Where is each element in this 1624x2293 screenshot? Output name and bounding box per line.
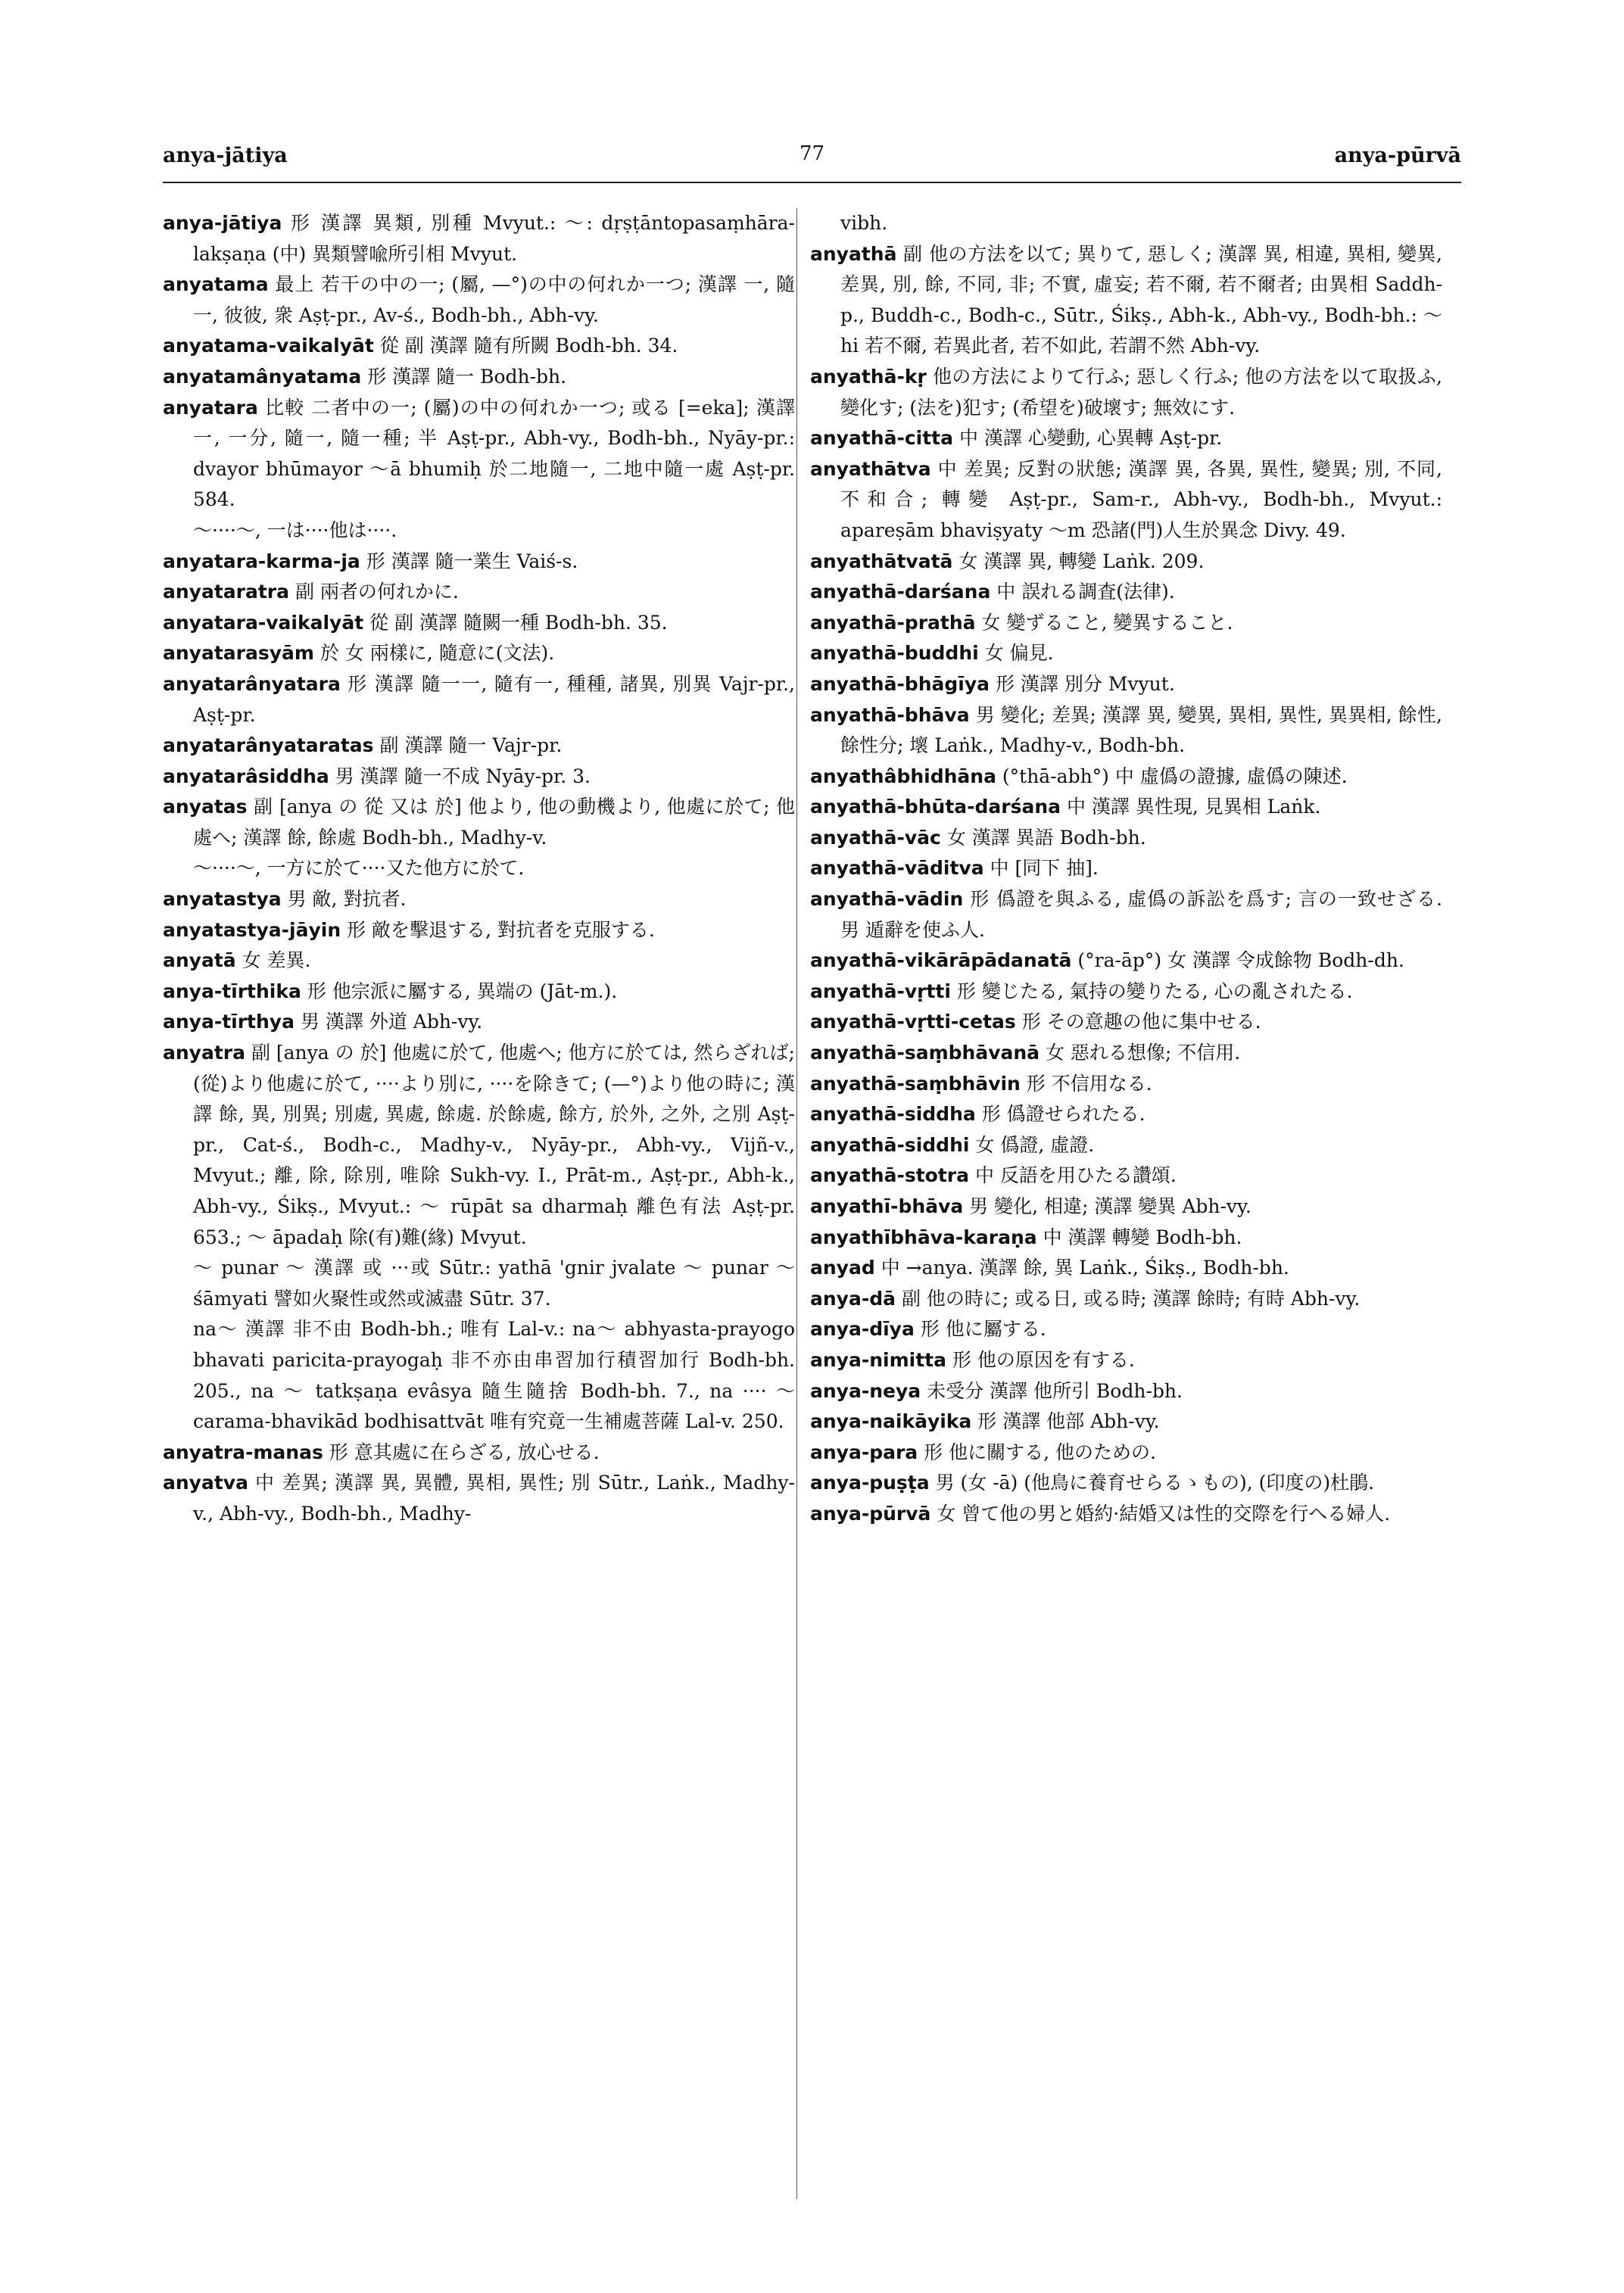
running-head-left: anya-jātiya <box>163 144 288 167</box>
headword: anyathā-buddhi <box>810 642 979 665</box>
dictionary-entry <box>810 853 1442 884</box>
header-rule <box>163 182 1461 183</box>
dictionary-entry <box>163 669 795 731</box>
dictionary-entry <box>810 608 1442 639</box>
entry-definition: 中 差異; 反對の狀態; 漢譯 異, 各異, 異性, 變異; 別, 不同, 不和合; 轉變 Aṣṭ-pr., Sam-r., Abh-vy., Bodh-bh., Mvyut.: apareṣām bhaviṣyaty ～m 恐諸(門)人生於異念 Divy. 49. <box>840 457 1442 541</box>
headword: anyathā-vāditva <box>810 857 984 880</box>
entry-definition: 副 他の時に; 或る日, 或る時; 漢譯 餘時; 有時 Abh-vy. <box>901 1287 1361 1310</box>
headword: anyathā-vikārāpādanatā <box>810 949 1072 972</box>
entry-definition: 中 漢譯 心變動, 心異轉 Aṣṭ-pr. <box>959 427 1223 450</box>
left-column <box>163 208 795 1530</box>
headword: anyathā-prathā <box>810 611 976 634</box>
entry-definition: 女 惡れる想像; 不信用. <box>1045 1042 1241 1064</box>
headword: anyad <box>810 1257 875 1279</box>
entry-definition: 從 副 漢譯 隨有所闕 Bodh-bh. 34. <box>379 335 678 357</box>
entry-definition: vibh. <box>840 212 888 234</box>
dictionary-entry <box>163 1038 795 1253</box>
headword: anyathā <box>810 242 897 265</box>
dictionary-entry <box>810 884 1442 946</box>
entry-definition: 形 漢譯 隨一業生 Vaiś-s. <box>366 550 578 572</box>
dictionary-entry <box>810 638 1442 669</box>
dictionary-entry <box>810 669 1442 700</box>
dictionary-entry <box>163 1468 795 1529</box>
entry-definition: 他の方法によりて行ふ; 惡しく行ふ; 他の方法を以て取扱ふ, 變化す; (法を)犯す; (希望を)破壞す; 無效にす. <box>840 365 1442 419</box>
column-divider <box>796 208 797 2199</box>
headword: anyatastya-jāyin <box>163 918 341 941</box>
entry-definition: 於 女 兩樣に, 隨意に(文法). <box>320 642 555 665</box>
dictionary-entry <box>163 762 795 793</box>
entry-definition: 女 變ずること, 變異すること. <box>981 611 1233 634</box>
right-column <box>810 208 1442 1530</box>
entry-definition: 中 誤れる調査(法律). <box>996 581 1175 603</box>
dictionary-entry <box>810 1161 1442 1192</box>
headword: anyathā-vṛtti-cetas <box>810 1011 1016 1033</box>
dictionary-entry <box>810 1007 1442 1038</box>
dictionary-entry <box>163 1253 795 1314</box>
dictionary-entry <box>163 577 795 608</box>
entry-definition: 男 變化, 相違; 漢譯 變異 Abh-vy. <box>969 1195 1252 1217</box>
dictionary-entry <box>163 208 795 269</box>
entry-definition: 形 他に屬する. <box>920 1318 1046 1341</box>
headword: anyatra <box>163 1042 245 1064</box>
headword: anyathā-vāc <box>810 826 941 849</box>
entry-definition: 副 [anya の 於] 他處に於て, 他處へ; 他方に於ては, 然らざれば; (從)より他處に於て, ····より別に, ····を除きて; (—°)より他の時に; 漢譯 餘, 異, 別異; 別處, 異處, 餘處. 於餘處, 餘方, 於外, 之外, 之別 Aṣṭ-pr., Cat-ś., Bodh-c., Madhy-v., Nyāy-pr., Abh-vy., Vijñ-v., Mvyut.; 離, 除, 除別, 唯除 Sukh-vy. I., Prāt-m., Aṣṭ-pr., Abh-k., Abh-vy., Śikṣ., Mvyut.: ～ rūpāt sa dharmaḥ 離色有法 Aṣṭ-pr. 653.; ～ āpadaḥ 除(有)難(緣) Mvyut. <box>193 1042 795 1248</box>
headword: anya-dīya <box>810 1318 915 1341</box>
entry-definition: 副 他の方法を以て; 異りて, 惡しく; 漢譯 異, 相違, 異相, 變異, 差異, 別, 餘, 不同, 非; 不實, 虛妄; 若不爾, 若不爾者; 由異相 Saddh-p., Buddh-c., Bodh-c., Sūtr., Śikṣ., Abh-k., Abh-vy., Bodh-bh.: ～ hi 若不爾, 若異此者, 若不如此, 若謂不然 Abh-vy. <box>840 242 1443 357</box>
headword: anyatama <box>163 273 269 296</box>
dictionary-entry <box>163 977 795 1008</box>
dictionary-entry <box>163 792 795 853</box>
dictionary-entry <box>163 1007 795 1038</box>
dictionary-entry <box>810 823 1442 854</box>
entry-definition: ～ punar ～ 漢譯 或 ···或 Sūtr.: yathā 'gnir jvalate ～ punar ～ śāmyati 譬如火聚性或然或滅盡 Sūtr. 37. <box>193 1257 795 1310</box>
headword: anyathā-siddhi <box>810 1133 970 1156</box>
entry-definition: ～····～, 一は····他は····. <box>193 519 397 541</box>
headword: anyatara-karma-ja <box>163 550 360 572</box>
headword: anya-nimitta <box>810 1348 946 1371</box>
dictionary-entry <box>163 269 795 331</box>
entry-definition: 形 他に關する, 他のための. <box>924 1441 1156 1463</box>
headword: anyathī-bhāva <box>810 1195 964 1217</box>
headword: anyatva <box>163 1472 248 1494</box>
entry-definition: 中 [同下 抽]. <box>990 857 1099 880</box>
dictionary-entry <box>163 362 795 393</box>
dictionary-entry <box>163 946 795 977</box>
headword: anya-tīrthika <box>163 980 301 1002</box>
headword: anyatama-vaikalyāt <box>163 335 374 357</box>
dictionary-entry <box>810 1407 1442 1438</box>
dictionary-entry <box>810 547 1442 578</box>
dictionary-entry <box>810 362 1442 423</box>
dictionary-entry <box>163 608 795 639</box>
headword: anyathā-citta <box>810 427 953 450</box>
headword: anyatara <box>163 396 258 419</box>
dictionary-entry <box>163 638 795 669</box>
entry-definition: 女 差異. <box>242 949 311 972</box>
dictionary-entry <box>810 577 1442 608</box>
dictionary-entry <box>810 208 1442 239</box>
dictionary-entry <box>810 1038 1442 1069</box>
dictionary-entry <box>810 1253 1442 1284</box>
entry-definition: 副 漢譯 隨一 Vajr-pr. <box>379 734 563 757</box>
dictionary-entry <box>810 1499 1442 1530</box>
headword: anyatamânyatama <box>163 365 362 388</box>
entry-definition: ～····～, 一方に於て····又た他方に於て. <box>193 857 525 880</box>
headword: anyathā-bhūta-darśana <box>810 796 1061 818</box>
entry-definition: 形 意其處に在らざる, 放心せる. <box>329 1441 600 1463</box>
entry-definition: 形 他宗派に屬する, 異端の (Jāt-m.). <box>307 980 618 1002</box>
dictionary-entry <box>810 1376 1442 1407</box>
running-head-right: anya-pūrvā <box>1334 144 1461 167</box>
headword: anyathā-bhāva <box>810 703 970 726</box>
dictionary-entry <box>810 1192 1442 1223</box>
dictionary-entry <box>810 1069 1442 1100</box>
headword: anyathātva <box>810 457 931 480</box>
dictionary-entry <box>163 393 795 516</box>
dictionary-entry <box>163 884 795 915</box>
headword: anya-jātiya <box>163 212 282 234</box>
dictionary-entry <box>810 977 1442 1008</box>
entry-definition: 女 漢譯 異語 Bodh-bh. <box>946 826 1146 849</box>
headword: anyathā-stotra <box>810 1164 969 1187</box>
headword: anyathā-vādin <box>810 888 964 911</box>
dictionary-entry <box>163 1314 795 1437</box>
entry-definition: 從 副 漢譯 隨闕一種 Bodh-bh. 35. <box>369 611 668 634</box>
entry-definition: 形 その意趣の他に集中せる. <box>1021 1011 1261 1033</box>
headword: anyatarânyataratas <box>163 734 374 757</box>
dictionary-entry <box>810 423 1442 454</box>
entry-definition: 中 差異; 漢譯 異, 異體, 異相, 異性; 別 Sūtr., Laṅk., Madhy-v., Abh-vy., Bodh-bh., Madhy- <box>193 1472 795 1525</box>
entry-definition: 形 敵を擊退する, 對抗者を克服する. <box>347 918 655 941</box>
entry-definition: 男 (女 -ā) (他鳥に養育せらるゝもの), (印度の)杜鵑. <box>935 1472 1375 1494</box>
entry-definition: 中 →anya. 漢譯 餘, 異 Laṅk., Śikṣ., Bodh-bh. <box>881 1257 1289 1279</box>
headword: anyathā-darśana <box>810 581 991 603</box>
headword: anyatarasyām <box>163 642 314 665</box>
entry-definition: 中 漢譯 異性現, 見異相 Laṅk. <box>1066 796 1321 818</box>
entry-definition: 男 變化; 差異; 漢譯 異, 變異, 異相, 異性, 異異相, 餘性, 餘性分; 壞 Laṅk., Madhy-v., Bodh-bh. <box>840 703 1442 757</box>
entry-definition: 男 漢譯 隨一不成 Nyāy-pr. 3. <box>335 765 591 787</box>
entry-definition: (°ra-āp°) 女 漢譯 令成餘物 Bodh-dh. <box>1077 949 1404 972</box>
entry-definition: 形 漢譯 他部 Abh-vy. <box>977 1410 1160 1433</box>
dictionary-entry <box>810 1468 1442 1499</box>
headword: anyatarâsiddha <box>163 765 329 787</box>
entry-definition: 形 漢譯 隨一一, 隨有一, 種種, 諸異, 別異 Vajr-pr., Aṣṭ-pr. <box>193 672 795 726</box>
headword: anyatra-manas <box>163 1441 323 1463</box>
dictionary-entry <box>163 516 795 547</box>
entry-definition: 中 漢譯 轉變 Bodh-bh. <box>1043 1226 1242 1248</box>
entry-definition: 女 曾て他の男と婚約·結婚又は性的交際を行へる婦人. <box>937 1502 1391 1525</box>
headword: anyathā-kṛ <box>810 365 927 388</box>
dictionary-entry <box>163 1438 795 1469</box>
dictionary-entry <box>810 792 1442 823</box>
headword: anya-puṣṭa <box>810 1472 930 1494</box>
entry-definition: 形 漢譯 別分 Mvyut. <box>995 672 1175 695</box>
entry-definition: 副 兩者の何れかに. <box>295 581 459 603</box>
dictionary-entry <box>810 239 1442 362</box>
headword: anyathā-siddha <box>810 1103 976 1126</box>
entry-definition: 形 他の原因を有する. <box>952 1348 1135 1371</box>
dictionary-entry <box>810 762 1442 793</box>
dictionary-entry <box>810 1438 1442 1469</box>
entry-definition: 比較 二者中の一; (屬)の中の何れか一つ; 或る [=eka]; 漢譯 一, 一分, 隨一, 隨一種; 半 Aṣṭ-pr., Abh-vy., Bodh-bh., Nyāy-pr.: dvayor bhūmayor ～ā bhumiḥ 於二地隨一, 二地中隨一處 Aṣṭ-pr. 584. <box>193 396 795 511</box>
dictionary-entry <box>810 700 1442 762</box>
entry-definition: 男 漢譯 外道 Abh-vy. <box>300 1011 483 1033</box>
dictionary-entry <box>163 731 795 762</box>
entry-definition: 女 僞證, 虛證. <box>975 1133 1095 1156</box>
headword: anyathībhāva-karaṇa <box>810 1226 1037 1248</box>
dictionary-entry <box>810 1314 1442 1345</box>
headword: anya-dā <box>810 1287 896 1310</box>
dictionary-entry <box>810 1284 1442 1315</box>
entry-definition: 形 變じたる, 氣持の變りたる, 心の亂されたる. <box>956 980 1353 1002</box>
entry-definition: 形 漢譯 隨一 Bodh-bh. <box>367 365 567 388</box>
dictionary-entry <box>810 454 1442 547</box>
headword: anyatarânyatara <box>163 672 341 695</box>
dictionary-entry <box>810 1345 1442 1376</box>
dictionary-entry <box>163 853 795 884</box>
dictionary-entry <box>810 1130 1442 1161</box>
headword: anyathā-saṃbhāvin <box>810 1072 1021 1095</box>
headword: anyathā-vṛtti <box>810 980 951 1002</box>
headword: anyathā-saṃbhāvanā <box>810 1042 1040 1064</box>
entry-definition: 副 [anya の 從 又は 於] 他より, 他の動機より, 他處に於て; 他處へ; 漢譯 餘, 餘處 Bodh-bh., Madhy-v. <box>193 796 795 849</box>
entry-definition: 女 漢譯 異, 轉變 Laṅk. 209. <box>959 550 1205 572</box>
headword: anyathātvatā <box>810 550 953 572</box>
headword: anyatara-vaikalyāt <box>163 611 364 634</box>
headword: anya-naikāyika <box>810 1410 972 1433</box>
entry-definition: 形 漢譯 異類, 別種 Mvyut.: ～: dṛṣṭāntopasaṃhāra-lakṣaṇa (中) 異類譬喩所引相 Mvyut. <box>193 212 795 265</box>
headword: anyatas <box>163 796 248 818</box>
dictionary-entry <box>810 1099 1442 1130</box>
entry-definition: 未受分 漢譯 他所引 Bodh-bh. <box>927 1379 1183 1402</box>
headword: anya-para <box>810 1441 918 1463</box>
headword: anya-neya <box>810 1379 921 1402</box>
dictionary-entry <box>810 1223 1442 1254</box>
entry-definition: 女 偏見. <box>984 642 1054 665</box>
entry-definition: (°thā-abh°) 中 虛僞の證據, 虛僞の陳述. <box>1002 765 1348 787</box>
headword: anyatastya <box>163 888 282 911</box>
dictionary-entry <box>163 547 795 578</box>
dictionary-entry <box>163 331 795 362</box>
entry-definition: 中 反語を用ひたる讚頌. <box>974 1164 1177 1187</box>
page-number: 77 <box>799 142 825 165</box>
headword: anyathâbhidhāna <box>810 765 996 787</box>
headword: anya-tīrthya <box>163 1011 295 1033</box>
headword: anyataratra <box>163 581 290 603</box>
headword: anya-pūrvā <box>810 1502 931 1525</box>
dictionary-entry <box>163 915 795 946</box>
dictionary-entry <box>810 946 1442 977</box>
headword: anyatā <box>163 949 236 972</box>
entry-definition: 最上 若干の中の一; (屬, —°)の中の何れか一つ; 漢譯 一, 隨一, 彼彼, 衆 Aṣṭ-pr., Av-ś., Bodh-bh., Abh-vy. <box>193 273 795 326</box>
headword: anyathā-bhāgīya <box>810 672 990 695</box>
entry-definition: 形 僞證を與ふる, 虛僞の訴訟を爲す; 言の一致せざる. 男 遁辭を使ふ人. <box>840 888 1442 941</box>
entry-definition: na～ 漢譯 非不由 Bodh-bh.; 唯有 Lal-v.: na～ abhyasta-prayogo bhavati paricita-prayogaḥ 非不亦由串習加行積習加行 Bodh-bh. 205., na ～ tatkṣaṇa evâsya 隨生隨捨 Bodh-bh. 7., na ···· ～ carama-bhavikād bodhisattvāt 唯有究竟一生補處菩薩 Lal-v. 250. <box>193 1318 795 1433</box>
entry-definition: 形 不信用なる. <box>1026 1072 1152 1095</box>
entry-definition: 形 僞證せられたる. <box>981 1103 1146 1126</box>
entry-definition: 男 敵, 對抗者. <box>287 888 407 911</box>
